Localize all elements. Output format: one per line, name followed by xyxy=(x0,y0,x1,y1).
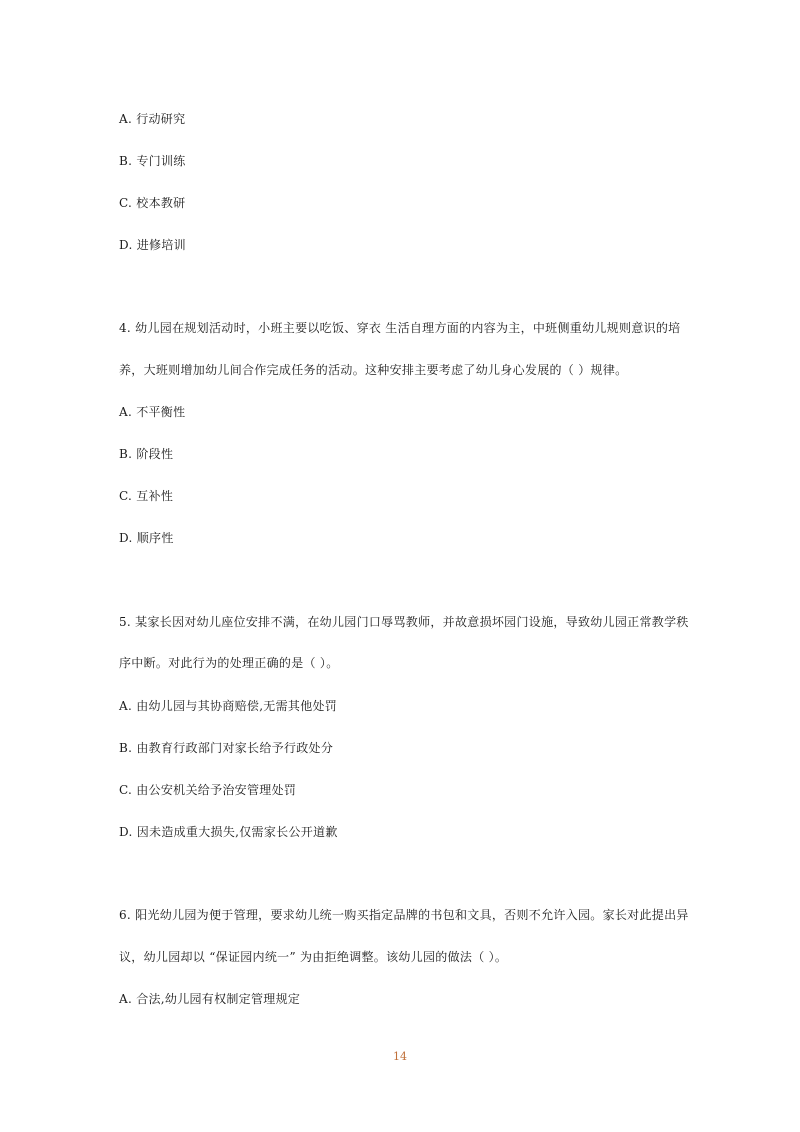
q6-stem-line2: 议，幼儿园却以 “保证园内统一” 为由拒绝调整。该幼儿园的做法（ ）。 xyxy=(119,950,508,964)
q3-option-b: B. 专门训练 xyxy=(119,154,186,168)
q5-option-c: C. 由公安机关给予治安管理处罚 xyxy=(119,783,297,797)
q4-option-a: A. 不平衡性 xyxy=(119,405,186,419)
q5-stem-line1: 5. 某家长因对幼儿座位安排不满，在幼儿园门口辱骂教师，并故意损坏园门设施，导致幼儿园正常教学秩 xyxy=(119,615,689,629)
q5-stem-line2: 序中断。对此行为的处理正确的是（ ）。 xyxy=(119,656,339,670)
q5-option-b: B. 由教育行政部门对家长给予行政处分 xyxy=(119,741,334,755)
q4-option-b: B. 阶段性 xyxy=(119,447,174,461)
q5-option-d: D. 因未造成重大损失,仅需家长公开道歉 xyxy=(119,825,338,839)
q4-stem-line2: 养，大班则增加幼儿间合作完成任务的活动。这种安排主要考虑了幼儿身心发展的（ ）规律。 xyxy=(119,363,628,377)
q6-option-a: A. 合法,幼儿园有权制定管理规定 xyxy=(119,992,301,1006)
q3-option-c: C. 校本教研 xyxy=(119,196,186,210)
q3-option-a: A. 行动研究 xyxy=(119,112,186,126)
q4-option-c: C. 互补性 xyxy=(119,489,174,503)
q5-option-a: A. 由幼儿园与其协商赔偿,无需其他处罚 xyxy=(119,699,338,713)
q4-option-d: D. 顺序性 xyxy=(119,531,174,545)
q3-option-d: D. 进修培训 xyxy=(119,238,186,252)
page-number: 14 xyxy=(393,1050,407,1063)
q4-stem-line1: 4. 幼儿园在规划活动时，小班主要以吃饭、穿衣 生活自理方面的内容为主，中班侧重幼儿规则意识的培 xyxy=(119,321,681,335)
q6-stem-line1: 6. 阳光幼儿园为便于管理，要求幼儿统一购买指定品牌的书包和文具，否则不允许入园。家长对此提出异 xyxy=(119,908,689,922)
